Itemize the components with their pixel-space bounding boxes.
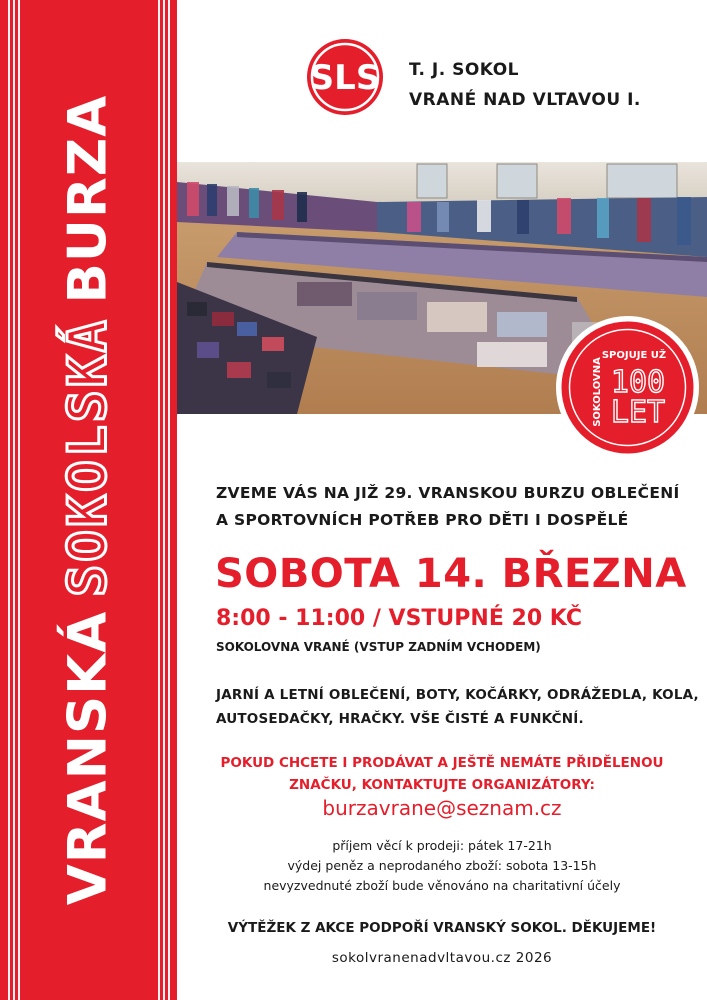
info-line-3: nevyzvednuté zboží bude věnováno na charitativní účely	[263, 878, 621, 893]
title-word-sokolska: SOKOLSKÁ	[57, 317, 119, 597]
sokol-logo	[307, 39, 383, 115]
contact-email[interactable]: burzavrane@seznam.cz	[322, 796, 562, 820]
items-line-2: AUTOSEDAČKY, HRAČKY. VŠE ČISTÉ A FUNKČNÍ.	[216, 711, 584, 727]
info-line-2: výdej peněz a neprodaného zboží: sobota 13-15h	[287, 858, 597, 873]
badge-unit: LET	[610, 395, 666, 430]
badge-number: 100	[610, 365, 666, 400]
badge-top-text: SPOJUJE UŽ	[601, 350, 667, 361]
organizer-line-1: T. J. SOKOL	[409, 60, 519, 80]
schedule-info	[0, 836, 707, 896]
sellers-line-2: ZNAČKU, KONTAKTUJTE ORGANIZÁTORY:	[289, 777, 595, 793]
title-word-burza: BURZA	[57, 94, 119, 304]
organizer-name	[409, 55, 641, 115]
badge-side-text: SOKOLOVNA	[592, 357, 603, 427]
sellers-line-1: POKUD CHCETE I PRODÁVAT A JEŠTĚ NEMÁTE PŘIDĚLENOU	[220, 755, 664, 771]
sellers-notice	[0, 752, 707, 796]
items-line-1: JARNÍ A LETNÍ OBLEČENÍ, BOTY, KOČÁRKY, ODRÁŽEDLA, KOLA,	[216, 687, 699, 703]
event-time-fee: 8:00 - 11:00 / VSTUPNÉ 20 KČ	[216, 606, 582, 631]
organizer-line-2: VRANÉ NAD VLTAVOU I.	[409, 90, 641, 110]
centenary-badge	[556, 316, 699, 459]
event-venue: SOKOLOVNA VRANÉ (VSTUP ZADNÍM VCHODEM)	[216, 640, 541, 654]
info-line-1: příjem věcí k prodeji: pátek 17-21h	[332, 838, 552, 853]
thanks-text: VÝTĚŽEK Z AKCE PODPOŘÍ VRANSKÝ SOKOL. DĚKUJEME!	[227, 920, 657, 936]
logo-letters: SLS	[309, 58, 381, 98]
items-description	[216, 683, 699, 731]
invitation-line-1: ZVEME VÁS NA JIŽ 29. VRANSKOU BURZU OBLEČENÍ	[216, 484, 680, 502]
title-word-vranska: VRANSKÁ	[57, 610, 119, 906]
event-date: SOBOTA 14. BŘEZNA	[215, 551, 687, 597]
website-link[interactable]: sokolvranenadvltavou.cz 2026	[331, 950, 553, 966]
invitation-text	[216, 480, 680, 534]
invitation-line-2: A SPORTOVNÍCH POTŘEB PRO DĚTI I DOSPĚLÉ	[216, 511, 629, 529]
